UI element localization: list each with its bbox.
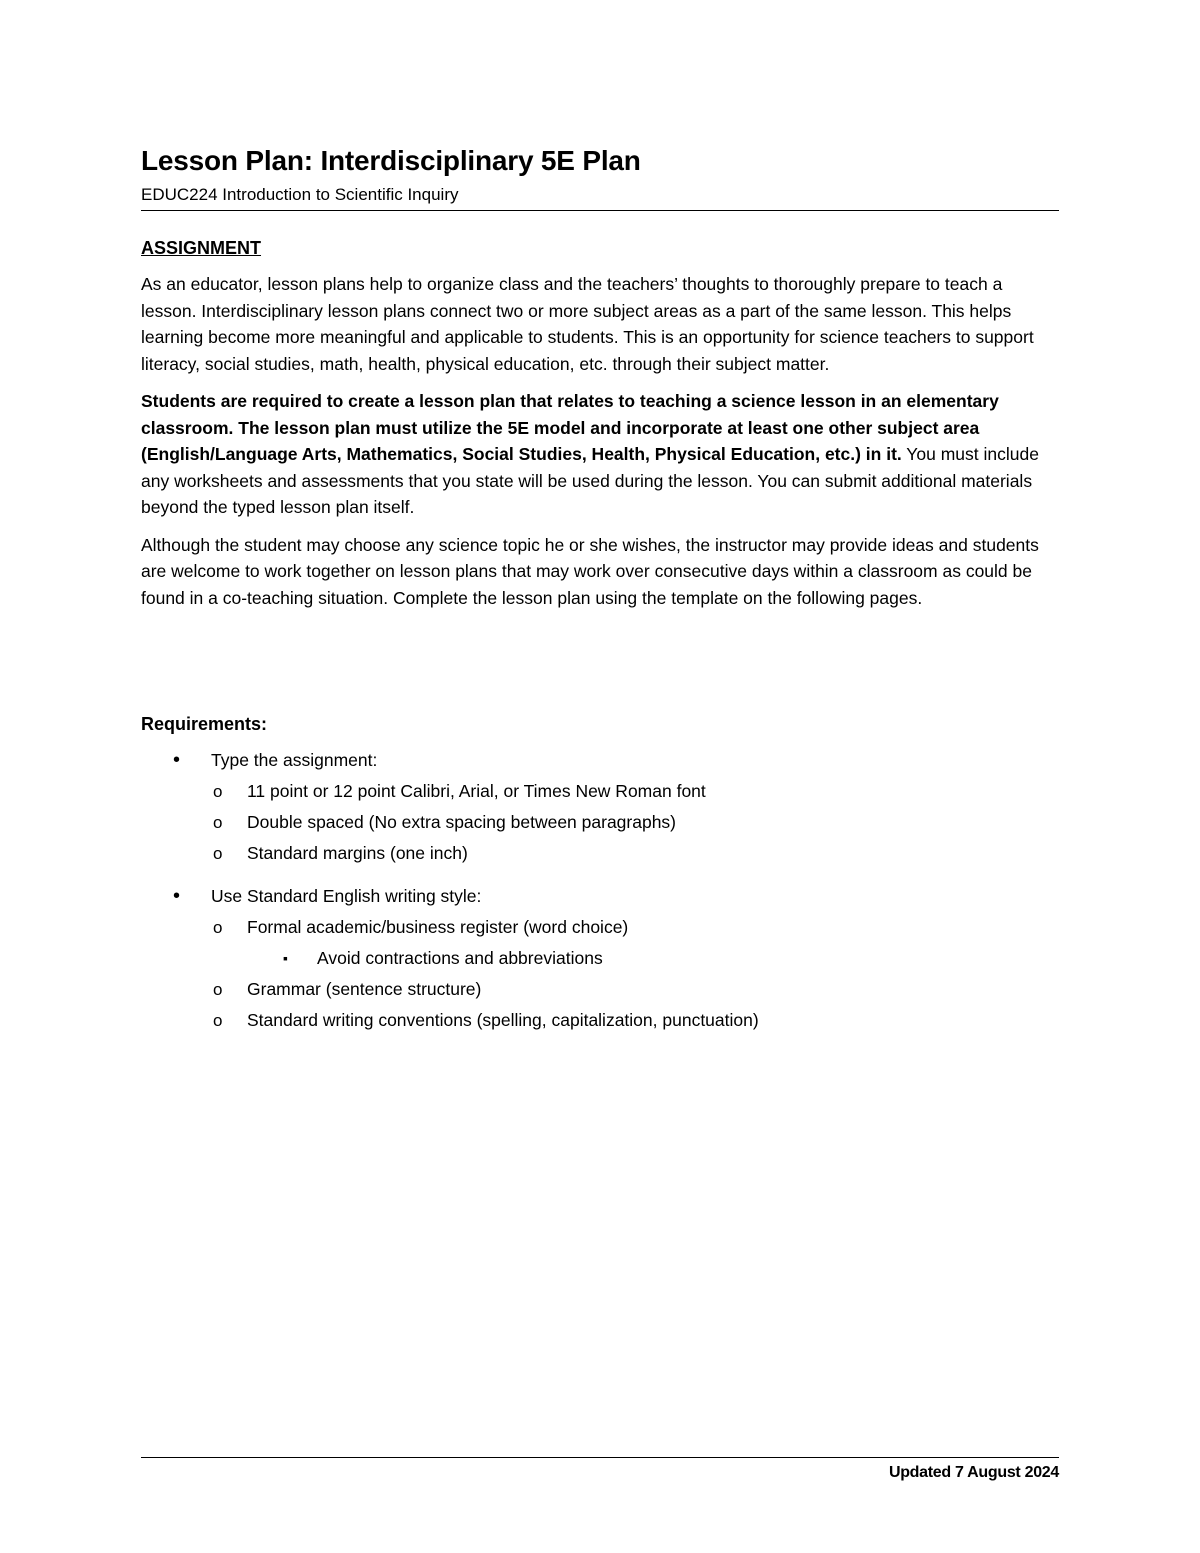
sub-bullet-marker: o bbox=[213, 844, 223, 863]
list-item bbox=[141, 776, 1059, 807]
assignment-paragraph-2-bold: Students are required to create a lesson plan that relates to teaching a science lesson in an elementary classroom. The lesson plan must utilize the 5E model and incorporate at least one other subject area (English/Language Arts, Mathematics, Social Studies, Health, Physical Education, etc.) in it. bbox=[141, 391, 999, 464]
sub-bullet-marker: o bbox=[213, 980, 223, 999]
assignment-paragraph-2-rest: You must include any worksheets and assessments that you state will be used during the lesson. You can submit additional materials beyond the typed lesson plan itself. bbox=[141, 444, 1039, 517]
list-item bbox=[141, 1005, 1059, 1036]
page-title: Lesson Plan: Interdisciplinary 5E Plan bbox=[141, 145, 641, 176]
list-item bbox=[141, 881, 1059, 912]
list-item-label: Avoid contractions and abbreviations bbox=[317, 948, 603, 968]
list-item-label: 11 point or 12 point Calibri, Arial, or Times New Roman font bbox=[247, 781, 706, 801]
assignment-heading: ASSIGNMENT bbox=[141, 238, 262, 258]
requirements-list bbox=[141, 745, 1059, 1036]
list-item bbox=[141, 912, 1059, 943]
requirements-heading: Requirements: bbox=[141, 714, 268, 734]
list-item-label: Use Standard English writing style: bbox=[211, 886, 482, 906]
square-bullet-marker: ▪ bbox=[283, 950, 288, 966]
page-content bbox=[141, 140, 1059, 1036]
list-item bbox=[141, 807, 1059, 838]
list-spacer bbox=[141, 869, 1059, 881]
list-item bbox=[141, 943, 1059, 974]
list-item-label: Formal academic/business register (word choice) bbox=[247, 917, 629, 937]
assignment-paragraph-2 bbox=[141, 388, 1059, 521]
bullet-marker: • bbox=[173, 885, 181, 907]
list-item-label: Grammar (sentence structure) bbox=[247, 979, 482, 999]
list-item-label: Standard writing conventions (spelling, capitalization, punctuation) bbox=[247, 1010, 759, 1030]
sub-bullet-marker: o bbox=[213, 813, 223, 832]
sub-bullet-marker: o bbox=[213, 1011, 223, 1030]
list-item-label: Standard margins (one inch) bbox=[247, 843, 468, 863]
assignment-paragraph-1: As an educator, lesson plans help to organize class and the teachers’ thoughts to thoroughly prepare to teach a lesson. Interdisciplinary lesson plans connect two or more subject areas as a part of the same lesson. This helps learning become more meaningful and applicable to students. This is an opportunity for science teachers to support literacy, social studies, math, health, physical education, etc. through their subject matter. bbox=[141, 274, 1034, 374]
footer-divider bbox=[141, 1457, 1059, 1458]
sub-bullet-marker: o bbox=[213, 918, 223, 937]
list-item bbox=[141, 838, 1059, 869]
assignment-paragraph-3: Although the student may choose any science topic he or she wishes, the instructor may provide ideas and students are welcome to work together on lesson plans that may work over consecutive days within a classroom as could be found in a co-teaching situation. Complete the lesson plan using the template on the following pages. bbox=[141, 534, 1039, 608]
bullet-marker: • bbox=[173, 749, 181, 771]
list-item-label: Type the assignment: bbox=[211, 750, 378, 770]
course-subtitle: EDUC224 Introduction to Scientific Inquiry bbox=[141, 182, 1059, 211]
list-item bbox=[141, 745, 1059, 776]
list-item bbox=[141, 974, 1059, 1005]
list-item-label: Double spaced (No extra spacing between paragraphs) bbox=[247, 812, 677, 832]
footer-updated-date: Updated 7 August 2024 bbox=[888, 1464, 1059, 1481]
sub-bullet-marker: o bbox=[213, 782, 223, 801]
